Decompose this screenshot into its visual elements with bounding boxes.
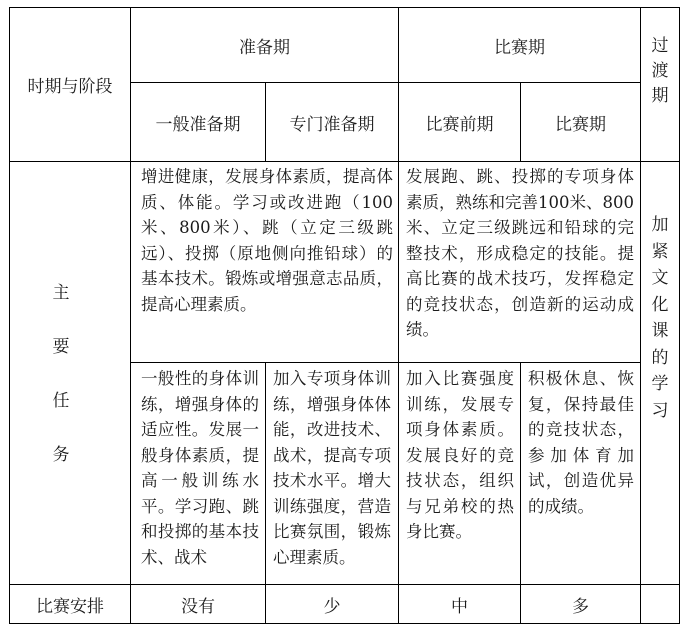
schedule-general-prep: 没有: [181, 596, 215, 617]
row-label-period: 时期与阶段: [27, 77, 113, 97]
special-prep-tasks: 加入专项身体训练，增强身体体能，改进技术、战术，提高专项技术水平。增大训练强度，营造比赛氛围，锻炼心理素质。: [273, 369, 391, 567]
comp-period-header: 比赛期: [494, 37, 545, 58]
col-divider-5: [640, 7, 641, 624]
special-prep-header: 专门准备期: [289, 114, 375, 135]
pre-comp-tasks: 加入比赛强度训练，发展专项身体素质。发展良好的竞技状态，组织与兄弟校的热身比赛。: [406, 369, 514, 541]
schedule-special-prep: 少: [323, 596, 341, 617]
table-border-bottom: [9, 623, 680, 624]
schedule-comp-stage: 多: [572, 596, 589, 617]
schedule-pre-comp: 中: [451, 596, 468, 617]
prep-overall-tasks: 增进健康，发展身体素质，提高体质、体能。学习或改进跑（100米、800米）、跳（立定三级跳远）、投掷（原地侧向推铅球）的基本技术。锻炼或增强意志品质，提高心理素质。: [141, 167, 393, 314]
header-bottom: [9, 161, 680, 162]
comp-stage-header: 比赛期: [555, 114, 606, 135]
comp-overall-tasks: 发展跑、跳、投掷的专项身体素质，熟练和完善100米、800米、立定三级跳远和铅球的完整技术，形成稳定的技能。提高比赛的战术技巧，发挥稳定的竞技状态，创造新的运动成绩。: [406, 167, 634, 339]
transition-tasks: 加 紧 文 化 课 的 学 习: [651, 215, 669, 421]
table-border-right: [679, 7, 680, 624]
task-divider: [130, 362, 640, 363]
schedule-label: 比赛安排: [36, 596, 104, 617]
comp-stage-tasks: 积极休息、恢复，保持最佳的竞技状态，参加体育加试，创造优异的成绩。: [528, 369, 634, 516]
general-prep-tasks: 一般性的身体训练，增强身体的适应性。发展一般身体素质，提高一般训练水平。学习跑、跳和投掷的基本技术、战术: [141, 369, 259, 567]
pre-comp-header: 比赛前期: [425, 114, 494, 135]
prep-period-header: 准备期: [239, 37, 290, 58]
transition-period-header: 过 渡 期: [651, 36, 669, 106]
general-prep-header: 一般准备期: [155, 114, 241, 135]
main-tasks-label: 主 要 任 务: [52, 283, 70, 465]
